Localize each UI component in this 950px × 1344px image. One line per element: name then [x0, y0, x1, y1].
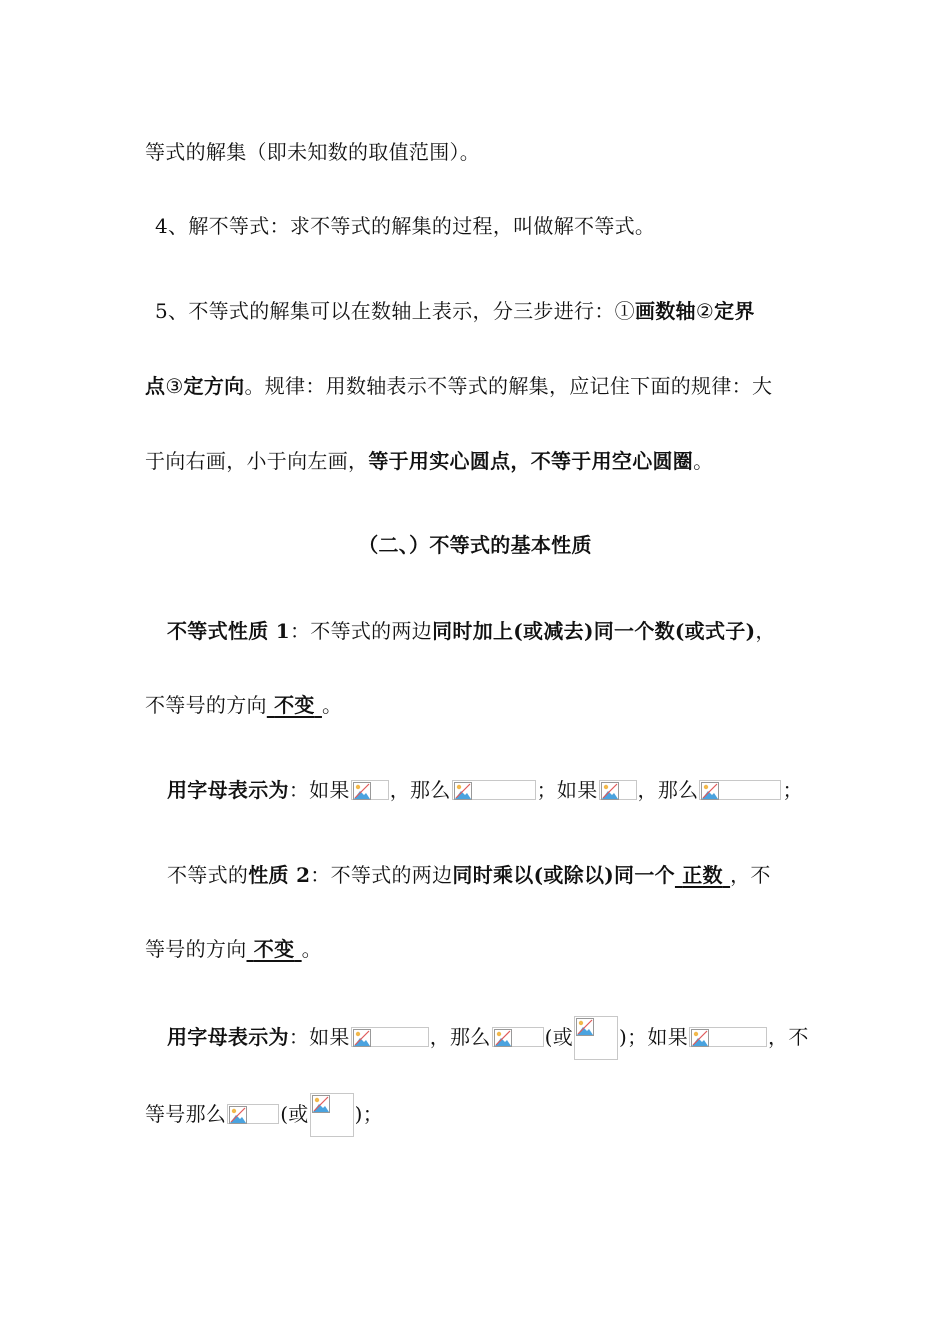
text: 。: [693, 449, 714, 473]
text: 。规律：用数轴表示不等式的解集，应记住下面的规律：大: [244, 374, 773, 398]
answer-blank: [247, 937, 302, 961]
text: ：如果: [288, 778, 350, 802]
broken-image-icon: [353, 782, 371, 800]
step-boundary-part2: 点: [145, 374, 166, 398]
property-1-line-2: [145, 691, 342, 719]
item-5-line-1: [155, 297, 755, 325]
text: 。: [321, 693, 343, 717]
item-4: [155, 212, 655, 240]
formula-image: [452, 780, 536, 800]
formula-image: [310, 1093, 354, 1137]
step-boundary-part1: 定界: [714, 299, 755, 323]
broken-image-icon: [691, 1029, 709, 1047]
broken-image-icon: [601, 782, 619, 800]
formula-image: [351, 780, 389, 800]
broken-image-icon: [494, 1029, 512, 1047]
text: 于向右画，小于向左画，: [145, 449, 369, 473]
text: ；如果: [536, 778, 598, 802]
text: ：不等式的两边: [289, 619, 433, 643]
property-1-line-1: [167, 617, 776, 645]
formula-image: [227, 1104, 279, 1124]
answer-text: 不变: [274, 693, 315, 717]
item-5-line-2: [145, 372, 772, 400]
step-draw-axis: 画数轴: [634, 299, 696, 323]
property-2-label: 性质 2: [248, 863, 311, 887]
text: ，那么: [637, 778, 699, 802]
formula-image: [599, 780, 637, 800]
property-2-line-1: [167, 861, 771, 889]
text: 等号那么: [145, 1102, 227, 1126]
text: )；: [354, 1102, 384, 1126]
expression-1: [167, 776, 803, 804]
text: ：不等式的两边: [310, 863, 453, 887]
circled-2: ②: [695, 299, 715, 323]
answer-text: 正数: [682, 863, 723, 887]
text: 不等号的方向: [145, 693, 267, 717]
text: ，那么: [389, 778, 451, 802]
broken-image-icon: [353, 1029, 371, 1047]
answer-text: 不变: [253, 937, 295, 961]
text: ，那么: [429, 1025, 491, 1049]
intro-line-1: [145, 138, 480, 166]
text: (或: [544, 1025, 574, 1049]
step-direction: 定方向: [183, 374, 245, 398]
expression-label: 用字母表示为: [167, 778, 289, 802]
rule-circles: 等于用实心圆点，不等于用空心圆圈: [368, 449, 694, 473]
text: ，不: [730, 863, 771, 887]
text: 5、不等式的解集可以在数轴上表示，分三步进行：: [155, 299, 615, 323]
broken-image-icon: [701, 782, 719, 800]
answer-blank: [675, 863, 730, 887]
answer-blank: [267, 693, 322, 717]
property-1-rule: 同时加上(或减去)同一个数(或式子): [432, 619, 756, 643]
item-5-line-3: [145, 447, 713, 475]
text: 4、解不等式：求不等式的解集的过程，叫做解不等式。: [155, 214, 656, 238]
expression-label: 用字母表示为: [167, 1025, 289, 1049]
property-2-rule: 同时乘以(或除以)同一个: [452, 863, 675, 887]
text: ，: [755, 619, 776, 643]
section-heading: [0, 531, 950, 559]
circled-3: ③: [165, 374, 184, 398]
text: ；: [782, 778, 803, 802]
formula-image: [699, 780, 781, 800]
formula-image: [574, 1016, 618, 1060]
text: ：如果: [288, 1025, 350, 1049]
broken-image-icon: [312, 1095, 330, 1113]
formula-image: [689, 1027, 767, 1047]
broken-image-icon: [229, 1106, 247, 1124]
broken-image-icon: [454, 782, 472, 800]
text: (或: [280, 1102, 309, 1126]
text: 不等式的: [167, 863, 249, 887]
broken-image-icon: [576, 1018, 594, 1036]
formula-image: [492, 1027, 544, 1047]
text: )；如果: [619, 1025, 689, 1049]
expression-2-line-2: [145, 1093, 383, 1137]
text: 等号的方向: [145, 937, 247, 961]
text: ，不: [768, 1025, 809, 1049]
property-2-line-2: [145, 935, 322, 963]
expression-2-line-1: [167, 1016, 809, 1060]
circled-1: ①: [614, 299, 635, 323]
property-1-label: 不等式性质 1: [167, 619, 290, 643]
formula-image: [351, 1027, 429, 1047]
text: 。: [301, 937, 322, 961]
heading-text: （二、）不等式的基本性质: [358, 533, 592, 557]
text: 等式的解集（即未知数的取值范围）。: [145, 140, 481, 164]
